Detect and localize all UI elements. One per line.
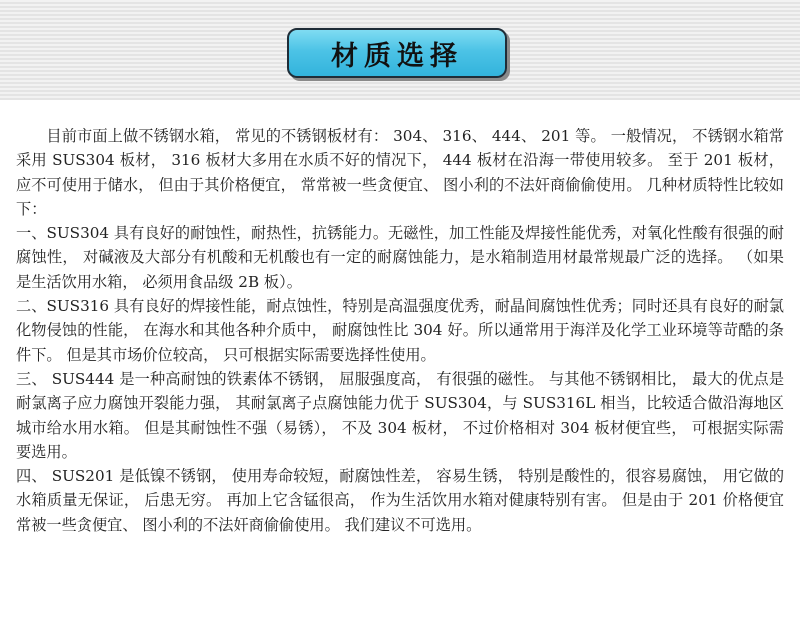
intro-paragraph: 目前市面上做不锈钢水箱， 常见的不锈钢板材有： 304、 316、 444、 201 等。 一般情况， 不锈钢水箱常采用 SUS304 板材， 316 板材大多用在水质不好的情况下， 444 板材在沿海一带使用较多。 至于 201 板材， 应不可使用于储水， 但由于其价格便宜， 常常被一些贪便宜、 图小利的不法奸商偷偷使用。 几种材质特性比较如下： xyxy=(16,127,784,218)
sus444-paragraph: 三、 SUS444 是一种高耐蚀的铁素体不锈钢， 屈服强度高， 有很强的磁性。 与其他不锈钢相比， 最大的优点是耐氯离子应力腐蚀开裂能力强， 其耐氯离子点腐蚀能力优于 SUS304，与 SUS316L 相当，比较适合做沿海地区城市给水用水箱。 但是其耐蚀性不强（易锈）， 不及 304 板材， 不过价格相对 304 板材便宜些， 可根据实际需要选用。 xyxy=(16,369,784,461)
sus201-paragraph: 四、 SUS201 是低镍不锈钢， 使用寿命较短，耐腐蚀性差， 容易生锈， 特别是酸性的，很容易腐蚀， 用它做的水箱质量无保证， 后患无穷。 再加上它含锰很高， 作为生活饮用水箱对健康特别有害。 但是由于 201 价格便宜常被一些贪便宜、 图小利的不法奸商偷偷使用。 我们建议不可选用。 xyxy=(16,467,785,534)
section-title: 材质选择 xyxy=(331,40,463,72)
article-body xyxy=(16,124,784,537)
sus316-paragraph: 二、SUS316 具有良好的焊接性能，耐点蚀性，特别是高温强度优秀，耐晶间腐蚀性优秀；同时还具有良好的耐氯化物侵蚀的性能， 在海水和其他各种介质中， 耐腐蚀性比 304 好。所以通常用于海洋及化学工业环境等苛酷的条件下。 但是其市场价位较高， 只可根据实际需要选择性使用。 xyxy=(16,297,784,364)
sus304-paragraph: 一、SUS304 具有良好的耐蚀性，耐热性，抗锈能力。无磁性，加工性能及焊接性能优秀，对氧化性酸有很强的耐腐蚀性， 对碱液及大部分有机酸和无机酸也有一定的耐腐蚀能力，是水箱制造用材最常规最广泛的选择。 （如果是生活饮用水箱， 必须用食品级 2B 板）。 xyxy=(16,224,784,291)
section-title-banner xyxy=(287,28,507,78)
